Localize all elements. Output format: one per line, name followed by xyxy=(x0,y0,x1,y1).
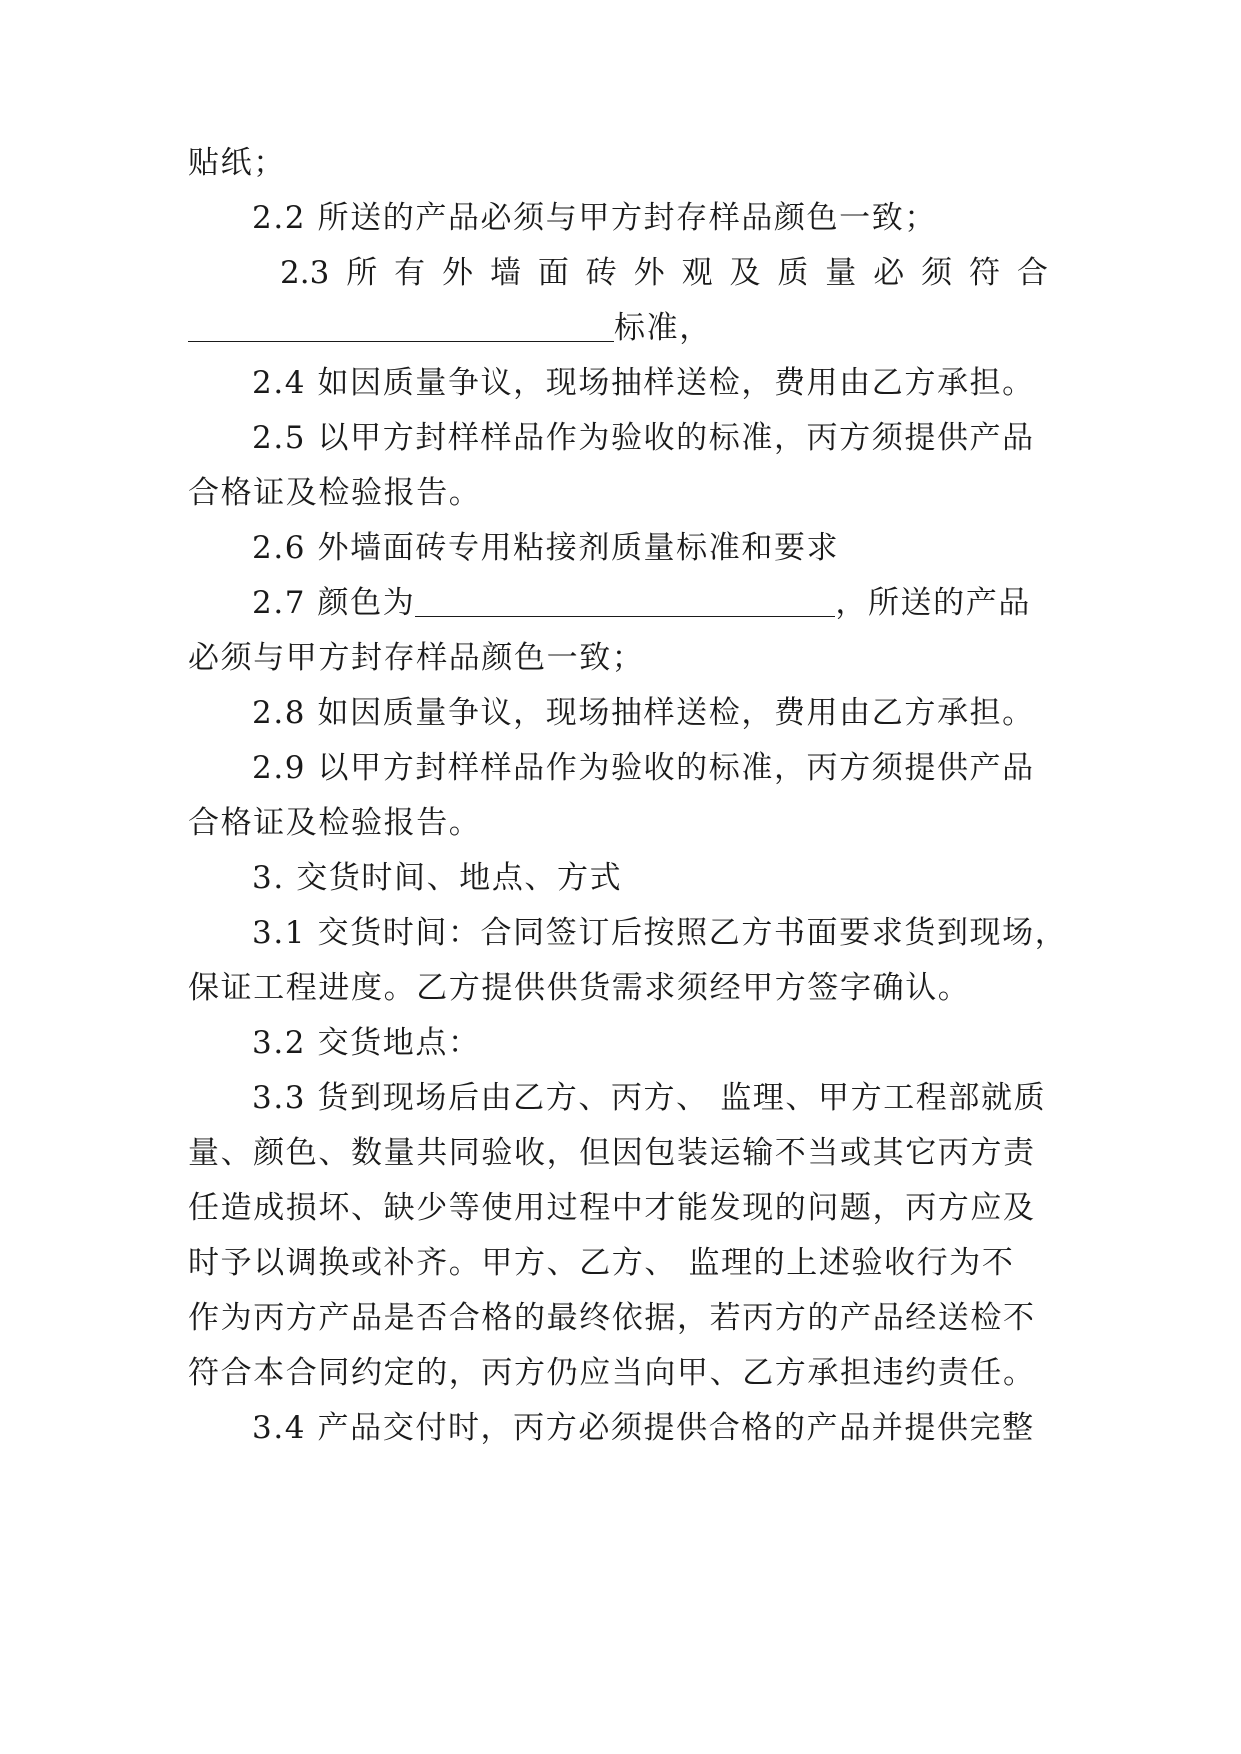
text-line: 2.6 外墙面砖专用粘接剂质量标准和要求 xyxy=(252,530,840,566)
text-token: 外 xyxy=(442,255,474,291)
text-token: 2.3 xyxy=(280,255,330,291)
text-line: 时予以调换或补齐。甲方、乙方、 监理的上述验收行为不 xyxy=(188,1245,1015,1281)
text-line: 合格证及检验报告。 xyxy=(188,475,482,511)
text-token: 合 xyxy=(1016,255,1048,291)
text-line: 3.1 交货时间：合同签订后按照乙方书面要求货到现场， xyxy=(252,915,1068,951)
text-line: 任造成损坏、缺少等使用过程中才能发现的问题，丙方应及 xyxy=(188,1190,1036,1226)
text-token: 及 xyxy=(729,255,761,291)
text-token: 符 xyxy=(969,255,1000,291)
text-line: 作为丙方产品是否合格的最终依据，若丙方的产品经送检不 xyxy=(188,1300,1036,1336)
text-line: 3.3 货到现场后由乙方、丙方、 监理、甲方工程部就质 xyxy=(252,1080,1047,1116)
text-line: 2.8 如因质量争议，现场抽样送检，费用由乙方承担。 xyxy=(252,695,1035,731)
text-line: 2.4 如因质量争议，现场抽样送检，费用由乙方承担。 xyxy=(252,365,1035,401)
text-line: 2.2 所送的产品必须与甲方封存样品颜色一致； xyxy=(252,200,937,236)
fill-in-blank xyxy=(415,578,835,617)
text-segment: 标准， xyxy=(614,310,712,346)
text-token: 面 xyxy=(537,255,569,291)
text-line: 必须与甲方封存样品颜色一致； xyxy=(188,640,645,676)
section-heading: 3. 交货时间、地点、方式 xyxy=(252,860,623,896)
text-line: 3.4 产品交付时，丙方必须提供合格的产品并提供完整 xyxy=(252,1410,1035,1446)
text-token: 墙 xyxy=(489,255,521,291)
text-line: 保证工程进度。乙方提供供货需求须经甲方签字确认。 xyxy=(188,970,971,1006)
text-token: 所 xyxy=(346,255,378,291)
text-token: 有 xyxy=(394,255,426,291)
text-line: 贴纸； xyxy=(188,145,286,181)
text-token: 量 xyxy=(825,255,857,291)
text-line xyxy=(188,303,1048,353)
text-segment: 2.7 颜色为 xyxy=(252,585,416,621)
text-line: 合格证及检验报告。 xyxy=(188,805,482,841)
text-segment: ，所送的产品 xyxy=(835,585,1031,621)
text-line: 2.5 以甲方封样样品作为验收的标准，丙方须提供产品 xyxy=(252,420,1035,456)
text-token: 须 xyxy=(921,255,953,291)
fill-in-blank xyxy=(188,303,614,342)
text-line-justified xyxy=(188,248,1048,298)
text-line: 符合本合同约定的，丙方仍应当向甲、乙方承担违约责任。 xyxy=(188,1355,1036,1391)
text-line xyxy=(188,578,1048,628)
text-token: 外 xyxy=(633,255,665,291)
text-line: 量、颜色、数量共同验收，但因包装运输不当或其它丙方责 xyxy=(188,1135,1036,1171)
text-line: 3.2 交货地点： xyxy=(252,1025,481,1061)
text-token: 砖 xyxy=(585,255,617,291)
text-token: 质 xyxy=(777,255,809,291)
text-token: 观 xyxy=(681,255,713,291)
text-line: 2.9 以甲方封样样品作为验收的标准，丙方须提供产品 xyxy=(252,750,1035,786)
text-token: 必 xyxy=(873,255,905,291)
